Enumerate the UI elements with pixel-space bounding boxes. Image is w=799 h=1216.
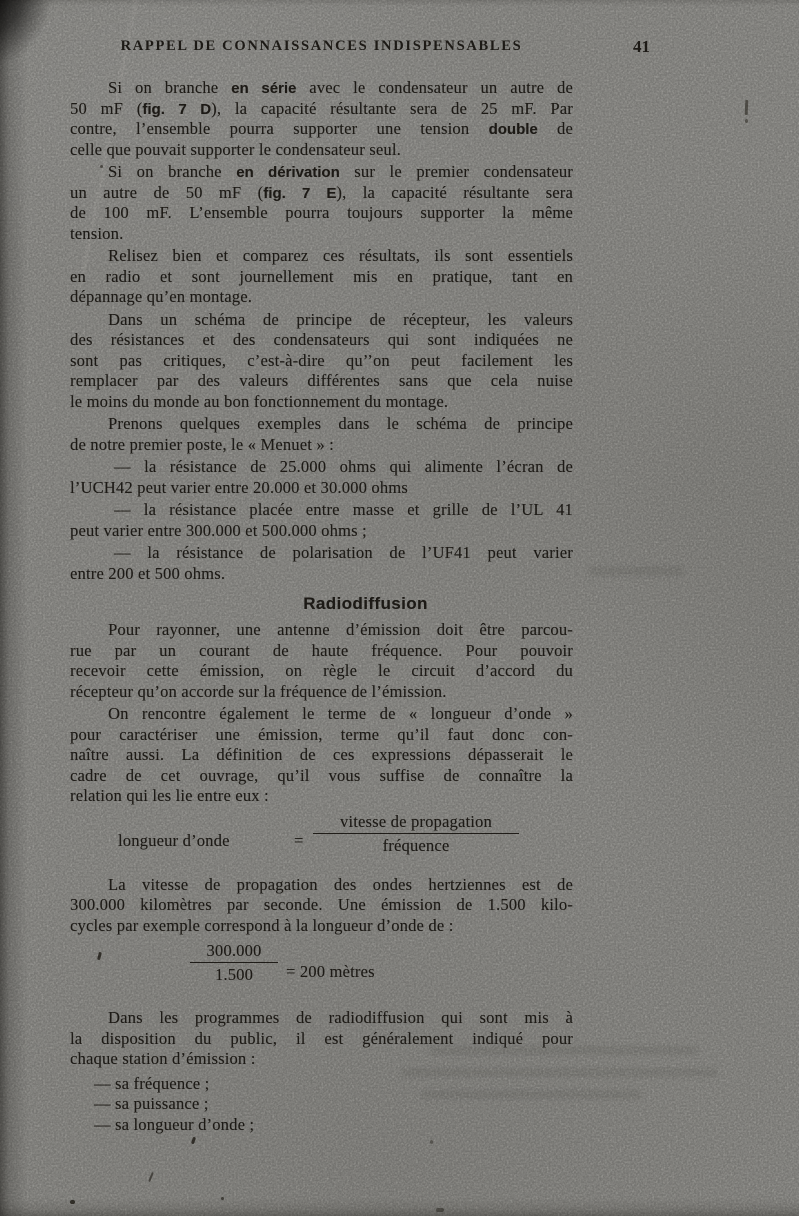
- text-line: chaque station d’émission :: [70, 1049, 256, 1068]
- section-heading: Radiodiffusion: [303, 594, 428, 613]
- ink-speck: [221, 1197, 224, 1200]
- text-line: Si on branche en série avec le condensateur un autre de: [108, 78, 573, 97]
- text-line: relation qui les lie entre eux :: [70, 786, 269, 805]
- show-through-artifact: [588, 566, 684, 576]
- text-line: récepteur qu’on accorde sur la fréquence de l’émission.: [70, 681, 447, 701]
- text-line: On rencontre également le terme de « longueur d’onde »: [108, 704, 573, 723]
- text-line: — la résistance de polarisation de l’UF41 peut varier: [114, 543, 573, 562]
- formula-lhs: longueur d’onde: [118, 830, 230, 850]
- ink-speck: [70, 1200, 75, 1204]
- bold-term: en dérivation: [236, 164, 340, 181]
- text-line: la disposition du public, il est généralement indiqué pour: [70, 1028, 573, 1048]
- paragraph-series-capacitor: [70, 78, 573, 160]
- bold-term: fig. 7 D: [142, 100, 212, 118]
- ink-speck: [436, 1208, 444, 1212]
- fraction-bar: [313, 833, 519, 834]
- page-number: 41: [633, 37, 650, 56]
- list-item-longueur-onde: — sa longueur d’onde ;: [94, 1114, 255, 1134]
- text-line: peut varier entre 300.000 et 500.000 ohms ;: [70, 520, 367, 540]
- text-line: l’UCH42 peut varier entre 20.000 et 30.000 ohms: [70, 477, 408, 497]
- paragraph-antenne-emission: [70, 620, 573, 702]
- bold-term: fig. 7 E: [263, 184, 337, 202]
- list-item-frequence: — sa fréquence ;: [94, 1073, 210, 1093]
- fraction: [190, 940, 278, 985]
- paragraph-parallel-capacitor: [70, 162, 573, 244]
- text-line: Prenons quelques exemples dans le schéma de principe: [108, 414, 573, 433]
- paragraph-vitesse-propagation: [70, 875, 573, 937]
- list-item-puissance: — sa puissance ;: [94, 1094, 209, 1113]
- text-line: de notre premier poste, le « Menuet » :: [70, 434, 334, 454]
- text-column: [70, 0, 573, 1135]
- paragraph-programmes-radiodiffusion: [70, 1008, 573, 1070]
- formula-wavelength: [70, 811, 573, 873]
- text-line: sont pas critiques, c’est-à-dire qu’’on peut facilement les: [70, 350, 573, 370]
- text-line: Si on branche en dérivation sur le premier condensateur: [108, 162, 573, 181]
- ink-speck: [191, 1137, 196, 1145]
- ink-speck: [100, 165, 103, 168]
- gutter-shadow: [0, 0, 52, 65]
- text-line: tension.: [70, 223, 124, 243]
- text-line: — la résistance de 25.000 ohms qui alimente l’écran de: [114, 457, 573, 476]
- text-line: 50 mF (fig. 7 D), la capacité résultante sera de 25 mF. Par: [70, 98, 573, 118]
- text-line: Dans un schéma de principe de récepteur, les valeurs: [108, 309, 573, 329]
- formula-example: [70, 940, 573, 1006]
- fraction-denominator: 1.500: [214, 965, 254, 984]
- paragraph-relisez: [70, 246, 573, 308]
- text-line: pour caractériser une émission, terme qu’il faut donc con-: [70, 724, 573, 744]
- text-line: de 100 mF. L’ensemble pourra toujours supporter la même: [70, 203, 573, 222]
- text-line: un autre de 50 mF (fig. 7 E), la capacité résultante sera: [70, 182, 573, 202]
- fraction-numerator: vitesse de propagation: [340, 811, 492, 831]
- text-line: celle que pouvait supporter le condensateur seul.: [70, 139, 401, 159]
- list-item-resistance-grille: [70, 500, 573, 541]
- text-line: — la résistance placée entre masse et grille de l’UL 41: [114, 500, 573, 519]
- text-line: des résistances et des condensateurs qui sont indiquées ne: [70, 330, 573, 349]
- text-line: entre 200 et 500 ohms.: [70, 563, 226, 583]
- running-header-title: RAPPEL DE CONNAISSANCES INDISPENSABLES: [120, 38, 523, 54]
- text-line: 300.000 kilomètres par seconde. Une émission de 1.500 kilo-: [70, 895, 573, 914]
- text-line: cadre de cet ouvrage, qu’il vous suffise de connaître la: [70, 765, 573, 785]
- paragraph-longueur-donde: [70, 704, 573, 807]
- fraction-denominator: fréquence: [382, 835, 450, 855]
- bold-term: en série: [231, 80, 297, 97]
- text-line: Relisez bien et comparez ces résultats, ils sont essentiels: [108, 246, 573, 265]
- text-line: recevoir cette émission, on règle le circuit d’accord du: [70, 661, 573, 680]
- list-item-resistance-polarisation: [70, 543, 573, 584]
- text-line: Dans les programmes de radiodiffusion qui sont mis à: [108, 1008, 573, 1027]
- ink-mark-right-margin: [745, 100, 749, 115]
- fraction-numerator: 300.000: [206, 941, 262, 960]
- text-line: La vitesse de propagation des ondes hertziennes est de: [108, 874, 573, 894]
- text-line: dépannage qu’en montage.: [70, 287, 253, 306]
- text-line: le moins du monde au bon fonctionnement du montage.: [70, 391, 449, 411]
- ink-speck: [430, 1140, 433, 1144]
- text-line: Pour rayonner, une antenne d’émission doit être parcou-: [108, 620, 573, 639]
- ink-speck: [148, 1172, 154, 1182]
- text-line: contre, l’ensemble pourra supporter une tension double de: [70, 119, 573, 138]
- fraction-bar: [190, 962, 278, 963]
- text-line: rue par un courant de haute fréquence. Pour pouvoir: [70, 640, 573, 660]
- ink-mark-right-margin-dot: [745, 119, 748, 123]
- text-line: remplacer par des valeurs différentes sans que cela nuise: [70, 371, 573, 390]
- list-item-resistance-ecran: [70, 457, 573, 498]
- equals-sign: =: [286, 962, 296, 981]
- text-line: cycles par exemple correspond à la longueur d’onde de :: [70, 915, 454, 935]
- bold-term: double: [488, 121, 538, 138]
- list-station-caracteristiques: [70, 1074, 573, 1136]
- text-line: en radio et sont journellement mis en pratique, tant en: [70, 266, 573, 286]
- formula-result: = 200 mètres: [286, 962, 375, 981]
- equals-sign: =: [294, 830, 304, 850]
- fraction: [313, 811, 519, 856]
- paragraph-exemples-menuet: [70, 414, 573, 455]
- text-line: naître aussi. La définition de ces expressions dépasserait le: [70, 745, 573, 764]
- paragraph-valeurs-non-critiques: [70, 310, 573, 413]
